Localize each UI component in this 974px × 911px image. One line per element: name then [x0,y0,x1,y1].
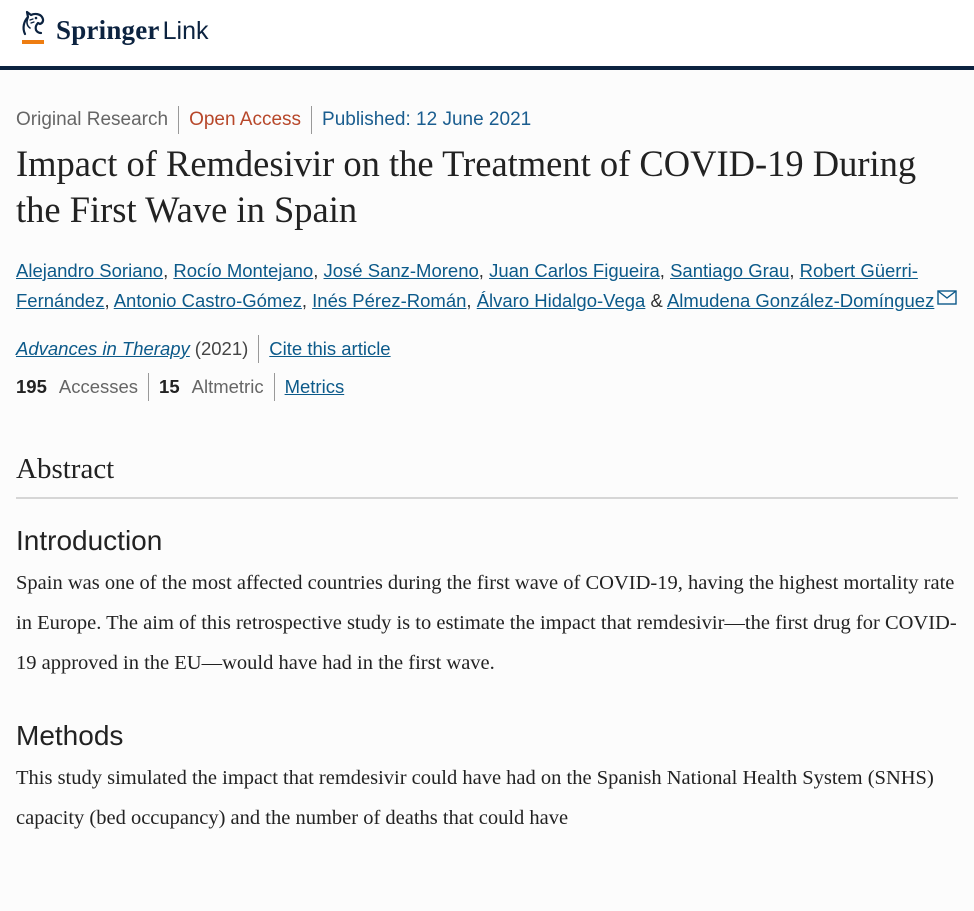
author-link[interactable]: Almudena González-Domínguez [666,290,935,311]
introduction-heading: Introduction [16,525,163,557]
author-link[interactable]: Alejandro Soriano [16,260,164,281]
author-link[interactable]: Rocío Montejano [173,260,314,281]
methods-text: This study simulated the impact that remdesivir could have had on the Spanish National Health System (SNHS) capacity (bed occupancy) and the number of deaths that could have [16,767,934,830]
accesses-count: 195 [16,376,47,397]
altmetric-count: 15 [159,376,180,397]
article-type: Original Research [16,106,179,134]
altmetric-label: Altmetric [191,376,264,397]
author-link[interactable]: Juan Carlos Figueira [489,260,660,281]
author-link[interactable]: Robert Güerri-Fernández [16,260,918,311]
open-access-badge: Open Access [189,106,312,134]
published-date: Published: 12 June 2021 [322,109,532,130]
cite-article-link[interactable]: Cite this article [269,338,391,359]
author-link[interactable]: Álvaro Hidalgo-Vega [476,290,646,311]
author-link[interactable]: Inés Pérez-Román [312,290,467,311]
author-link[interactable]: José Sanz-Moreno [323,260,479,281]
accesses-label: Accesses [58,376,139,397]
springer-horse-icon [16,8,50,46]
article-main [16,106,958,838]
journal-row [16,335,958,363]
journal-link[interactable]: Advances in Therapy [16,338,190,359]
divider [258,335,259,363]
author-link[interactable]: Santiago Grau [670,260,790,281]
site-header [0,0,974,70]
divider [148,373,149,401]
email-icon[interactable] [937,290,957,305]
logo-brand: Springer [56,15,160,45]
logo-sub: Link [162,17,209,45]
article-meta [16,106,958,134]
abstract-heading: Abstract [16,450,958,499]
metrics-link[interactable]: Metrics [284,376,345,397]
author-list: Alejandro Soriano, Rocío Montejano, José Sanz-Moreno, Juan Carlos Figueira, Santiago Grau, Robert Güerri-Fernández, Antonio Castro-Gómez, Inés Pérez-Román, Álvaro Hidalgo-Vega & Almudena González-Domínguez [16,256,958,316]
springer-link-logo[interactable] [16,8,208,50]
logo-wordmark [56,15,208,50]
article-title: Impact of Remdesivir on the Treatment of COVID-19 During the First Wave in Spain [16,143,917,230]
publication-year: (2021) [194,338,249,359]
author-link[interactable]: Antonio Castro-Gómez [113,290,302,311]
introduction-text: Spain was one of the most affected countries during the first wave of COVID-19, having the highest mortality rate in Europe. The aim of this retrospective study is to estimate the impact that remdesivir—the first drug for COVID-19 approved in the EU—would have had in the first wave. [16,572,957,675]
divider [274,373,275,401]
metrics-row [16,373,958,401]
methods-heading: Methods [16,720,124,752]
